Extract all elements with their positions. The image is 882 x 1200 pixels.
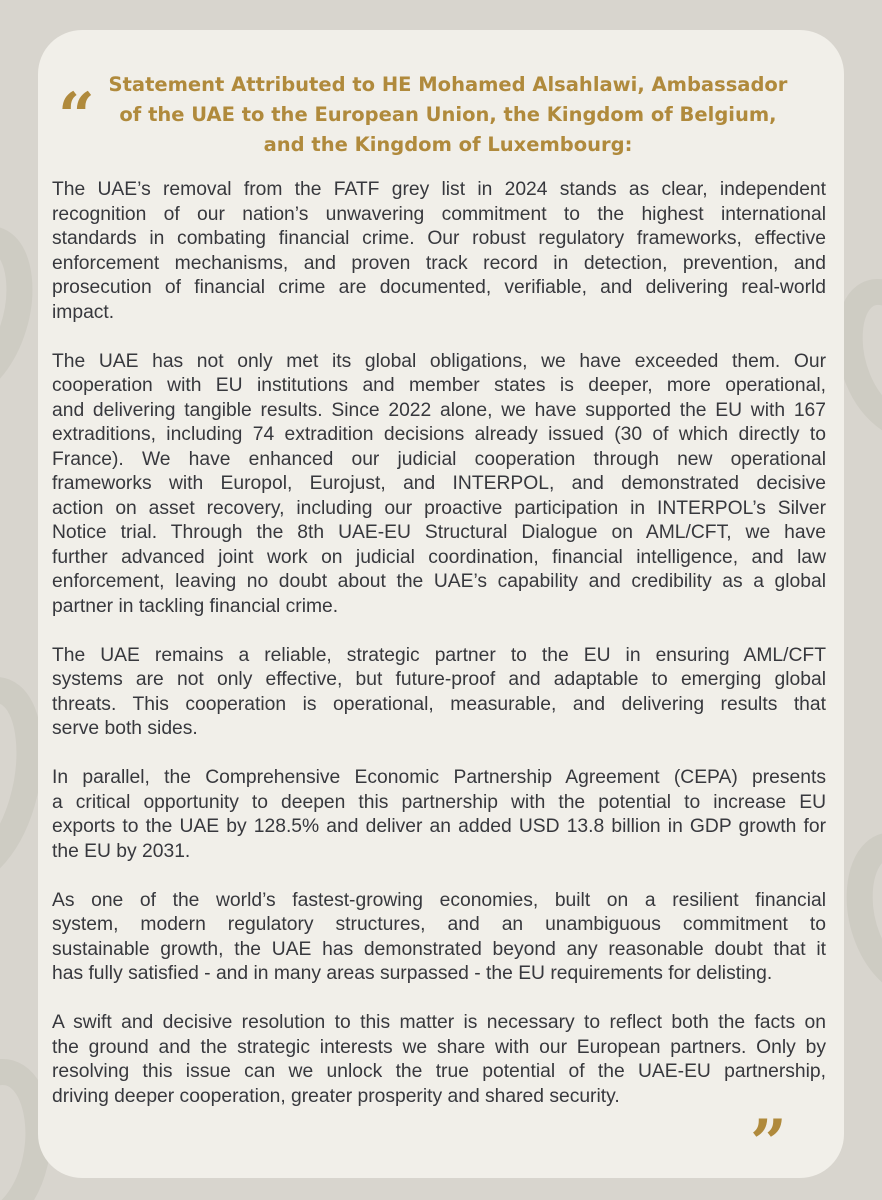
text-line: partner in tackling financial crime.	[52, 595, 339, 617]
paragraph-2	[52, 350, 826, 620]
text-line: A swift and decisive resolution to this matter is necessary to reflect both the facts on	[52, 1012, 826, 1033]
text-line: threats. This cooperation is operational, measurable, and delivering results that	[52, 693, 826, 715]
paragraph-4	[52, 766, 826, 864]
statement-title	[98, 70, 798, 160]
text-line: impact.	[52, 301, 115, 323]
text-line: serve both sides.	[52, 718, 198, 739]
text-line: standards in combating financial crime. Our robust regulatory frameworks, effective	[52, 228, 826, 249]
paragraph-6	[52, 1011, 826, 1109]
title-line: of the UAE to the European Union, the Kingdom of Belgium,	[119, 103, 777, 126]
title-line: and the Kingdom of Luxembourg:	[263, 133, 633, 156]
text-line: The UAE remains a reliable, strategic partner to the EU in ensuring AML/CFT	[52, 644, 826, 666]
text-line: action on asset recovery, including our proactive participation in INTERPOL’s Silver	[52, 497, 826, 519]
text-line: The UAE’s removal from the FATF grey list in 2024 stands as clear, independent	[52, 179, 826, 200]
close-quote-icon: ”	[750, 1106, 787, 1181]
text-line: The UAE has not only met its global obligations, we have exceeded them. Our	[52, 350, 826, 372]
text-line: As one of the world’s fastest-growing economies, built on a resilient financial	[52, 889, 826, 911]
text-line: further advanced joint work on judicial coordination, financial intelligence, and law	[52, 546, 826, 568]
text-line: prosecution of financial crime are documented, verifiable, and delivering real-world	[52, 277, 826, 298]
text-line: the EU by 2031.	[52, 840, 191, 862]
text-line: extraditions, including 74 extradition decisions already issued (30 of which directly to	[52, 424, 826, 445]
statement-body	[52, 178, 826, 1134]
paragraph-3	[52, 644, 826, 742]
text-line: recognition of our nation’s unwavering commitment to the highest international	[52, 203, 826, 225]
text-line: enforcement, leaving no doubt about the UAE’s capability and credibility as a global	[52, 571, 826, 592]
text-line: a critical opportunity to deepen this partnership with the potential to increase EU	[52, 791, 826, 813]
text-line: resolving this issue can we unlock the true potential of the UAE-EU partnership,	[52, 1061, 826, 1082]
text-line: has fully satisfied - and in many areas surpassed - the EU requirements for delisting.	[52, 963, 773, 984]
text-line: the ground and the strategic interests we share with our European partners. Only by	[52, 1036, 826, 1058]
statement-card	[38, 30, 844, 1181]
text-line: Notice trial. Through the 8th UAE-EU Structural Dialogue on AML/CFT, we have	[52, 522, 826, 543]
text-line: and delivering tangible results. Since 2022 alone, we have supported the EU with 167	[52, 399, 826, 421]
text-line: system, modern regulatory structures, and an unambiguous commitment to	[52, 914, 826, 935]
text-line: exports to the UAE by 128.5% and deliver an added USD 13.8 billion in GDP growth for	[52, 816, 826, 837]
text-line: driving deeper cooperation, greater prosperity and shared security.	[52, 1085, 620, 1107]
text-line: frameworks with Europol, Eurojust, and INTERPOL, and demonstrated decisive	[52, 473, 826, 494]
open-quote-icon: “	[58, 79, 95, 154]
title-line: Statement Attributed to HE Mohamed Alsahlawi, Ambassador	[108, 73, 788, 96]
text-line: cooperation with EU institutions and member states is deeper, more operational,	[52, 375, 826, 396]
text-line: systems are not only effective, but future-proof and adaptable to emerging global	[52, 669, 826, 690]
text-line: In parallel, the Comprehensive Economic Partnership Agreement (CEPA) presents	[52, 767, 826, 788]
text-line: France). We have enhanced our judicial cooperation through new operational	[52, 448, 826, 470]
paragraph-1	[52, 178, 826, 325]
text-line: sustainable growth, the UAE has demonstrated beyond any reasonable doubt that it	[52, 938, 826, 960]
paragraph-5	[52, 889, 826, 987]
text-line: enforcement mechanisms, and proven track record in detection, prevention, and	[52, 252, 826, 274]
